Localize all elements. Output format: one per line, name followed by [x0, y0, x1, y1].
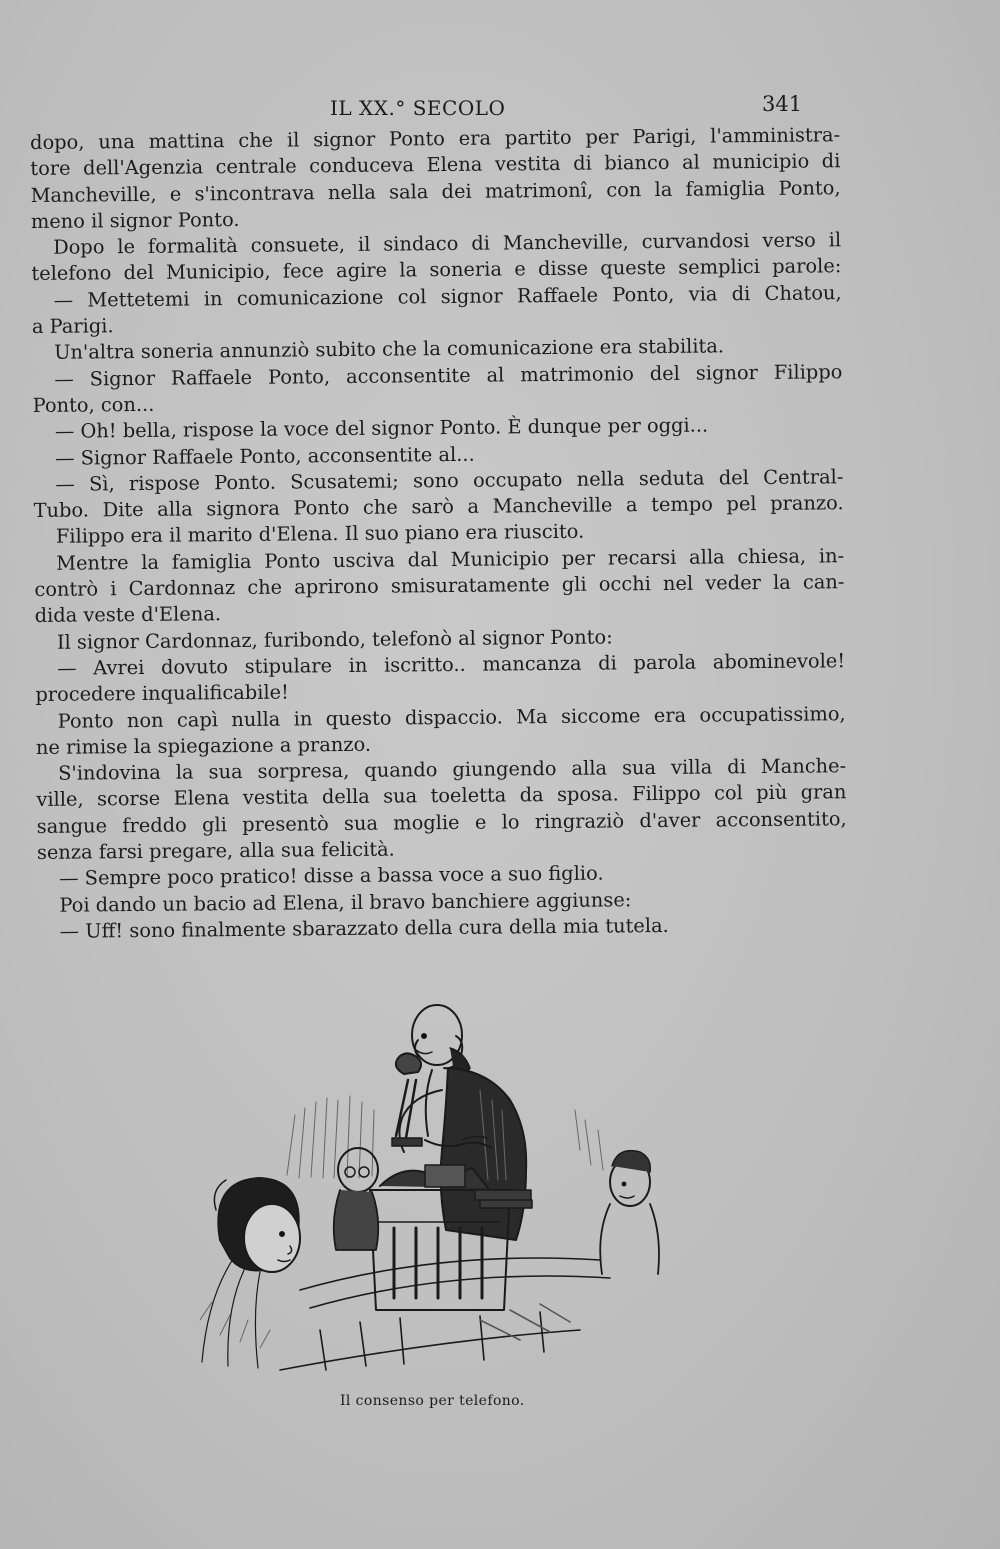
page-number: 341 [762, 92, 803, 116]
text-line: Ponto, con... [32, 392, 155, 417]
text-line: ne rimise la spiegazione a pranzo. [35, 732, 372, 759]
text-line: tore dell'Agenzia centrale conduceva Elena vestita di bianco al municipio di [30, 149, 841, 181]
text-line: Mancheville, e s'incontrava nella sala dei matrimonî, con la famiglia Ponto, [30, 175, 841, 207]
text-line: — Oh! bella, rispose la voce del signor Ponto. È dunque per oggi... [54, 413, 709, 444]
text-line: Mentre la famiglia Ponto usciva dal Municipio per recarsi alla chiesa, in- [56, 543, 845, 575]
running-head: IL XX.° SECOLO [330, 96, 506, 120]
text-line: Tubo. Dite alla signora Ponto che sarò a Mancheville a tempo pel pranzo. [33, 491, 844, 523]
text-line: Il signor Cardonnaz, furibondo, telefonò al signor Ponto: [56, 625, 613, 654]
text-line: telefono del Municipio, fece agire la soneria e disse queste semplici parole: [31, 254, 842, 286]
text-line: S'indovina la sua sorpresa, quando giungendo alla sua villa di Manche- [58, 754, 847, 785]
text-line: Filippo era il marito d'Elena. Il suo piano era riuscito. [55, 520, 585, 549]
text-line: Un'altra soneria annunziò subito che la comunicazione era stabilita. [54, 334, 725, 365]
text-line: — Sempre poco pratico! disse a bassa voce a suo figlio. [59, 861, 604, 891]
text-line: contrò i Cardonnaz che aprirono smisuratamente gli occhi nel veder la can- [34, 570, 845, 602]
figure-caption: Il consenso per telefono. [340, 1393, 525, 1409]
text-line: Poi dando un bacio ad Elena, il bravo banchiere aggiunse: [59, 887, 632, 917]
bride-figure [202, 1178, 300, 1368]
text-line: procedere inqualificabile! [35, 680, 290, 707]
text-line: — Uff! sono finalmente sbarazzato della cura della mia tutela. [59, 913, 669, 943]
text-line: — Signor Raffaele Ponto, acconsentite al... [55, 442, 475, 470]
text-line: dida veste d'Elena. [34, 602, 222, 628]
text-line: Ponto non capì nulla in questo dispaccio. Ma siccome era occupatissimo, [57, 701, 846, 733]
text-line: Dopo le formalità consuete, il sindaco di Mancheville, curvandosi verso il [53, 228, 842, 259]
body-text [30, 122, 848, 945]
text-line: — Signor Raffaele Ponto, acconsentite al matrimonio del signor Filippo [54, 359, 843, 391]
rail [280, 1258, 610, 1370]
text-line: — Avrei dovuto stipulare in iscritto.. mancanza di parola abominevole! [57, 649, 846, 680]
text-line: dopo, una mattina che il signor Ponto era partito per Parigi, l'amministra- [30, 123, 841, 154]
onlooker-figure [600, 1151, 659, 1274]
engraving-illustration [180, 990, 740, 1390]
text-line: — Mettetemi in comunicazione col signor Raffaele Ponto, via di Chatou, [53, 280, 842, 312]
clerk-figure [334, 1148, 379, 1250]
text-line: ville, scorse Elena vestita della sua toeletta da sposa. Filippo col più gran [36, 780, 847, 812]
text-line: a Parigi. [31, 314, 114, 339]
text-line: senza farsi pregare, alla sua felicità. [36, 837, 395, 864]
text-line: — Sì, rispose Ponto. Scusatemi; sono occupato nella seduta del Central- [55, 465, 844, 496]
text-line: sangue freddo gli presentò sua moglie e lo ringraziò d'aver acconsentito, [36, 806, 847, 838]
text-line: meno il signor Ponto. [30, 207, 240, 233]
